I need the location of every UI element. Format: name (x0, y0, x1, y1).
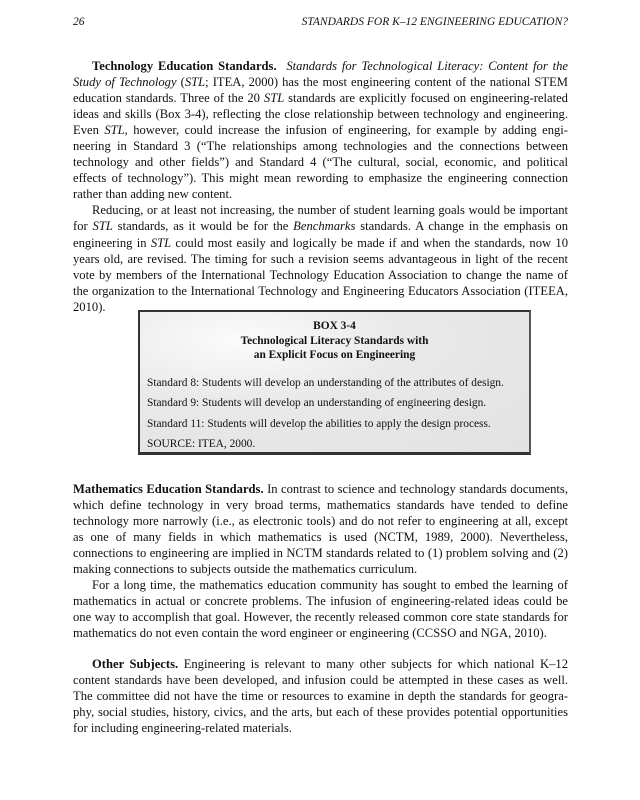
section-technology-standards (73, 58, 568, 315)
running-title: STANDARDS FOR K–12 ENGINEERING EDUCATION? (301, 16, 568, 28)
page-number: 26 (73, 16, 85, 28)
italic-abbrev: STL (92, 219, 113, 234)
italic-abbrev: STL (150, 235, 172, 250)
standard-item: Standard 9: Students will develop an understanding of engineering design. (147, 397, 487, 409)
text: could most easily and logically be made if and when the standards, now 10 years old, are revised. The timing for such a revision seems advantageous in light of the recent vote by members of the International Technology Education Association to change the name of the organization to the International Technology and Engineering Educators Association (ITEEA, 2010). (73, 235, 568, 314)
paragraph (73, 202, 568, 314)
standard-item: Standard 8: Students will develop an understanding of the attributes of design. (147, 376, 504, 389)
section-heading: Other Subjects. (92, 657, 179, 671)
box-title-line: Technological Literacy Standards with (240, 334, 429, 347)
section-math-standards (73, 481, 568, 641)
page-header (73, 16, 568, 32)
box-title (140, 319, 529, 363)
text: ; ITEA, 2000) has the most engineering content of the national STEM education standards. Three of the 20 (73, 75, 568, 106)
italic-abbrev: STL (184, 75, 206, 90)
text: Reducing, or at least not increasing, the number of student learning goals would be important for (73, 203, 568, 234)
text: Engineering is relevant to many other subjects for which national K–12 content standards have been developed, and infusion could be attempted in these cases as well. The committee did not have the time or resources to examine in depth the standards for geography, social studies, history, civics, and the arts, but each of these provides potential opportunities for including engineering-related materials. (73, 657, 568, 736)
text: standards, as it would be for the (112, 219, 294, 234)
text: In contrast to science and technology standards documents, which define technology in very broad terms, mathematics standards have tended to define technology more narrowly (i.e., as electronic tools) and do not refer to engineering at all, except as one of many fields in which mathematics is used (NCTM, 1989, 2000). Nevertheless, connections to engineering are implied in NCTM standards related to (1) problem solving and (2) making connections to subjects outside the mathematics curriculum. (73, 482, 568, 577)
italic-abbrev: STL (263, 91, 285, 106)
text: ( (176, 75, 185, 90)
text: standards. A change in the emphasis on engineering in (73, 219, 568, 250)
box-label: BOX 3-4 (313, 320, 356, 332)
standard-item: Standard 11: Students will develop the abilities to apply the design process. (147, 417, 491, 430)
paragraph (73, 656, 568, 736)
paragraph (73, 481, 568, 577)
italic-title: Standards for Technological Literacy: Content for the Study of Technology (73, 59, 568, 90)
paragraph: For a long time, the mathematics education community has sought to embed the learning of mathematics in actual or concrete problems. The infusion of engineering-related ideas could be one way to accomplish that goal. However, the recently released common core state standards for mathematics do not even contain the word engineer or engineering (CCSSO and NGA, 2010). (73, 578, 568, 641)
italic-abbrev: STL (104, 123, 125, 138)
section-other-subjects (73, 656, 568, 736)
box-3-4 (138, 310, 531, 455)
text: , however, could increase the infusion of engineering, for example by adding engineering in Standard 3 (“The relationships among technologies and the connections between technology and other fields”) and Standard 4 (“The cultural, social, economic, and political effects of technology”). This might mean rewording to emphasize the engineering connection rather than adding new content. (73, 123, 568, 202)
box-source: SOURCE: ITEA, 2000. (147, 438, 256, 450)
paragraph (73, 58, 568, 202)
box-title-line: an Explicit Focus on Engineering (253, 349, 416, 361)
text: standards are explicitly focused on engineering-related ideas and skills (Box 3-4), reflecting the close relationship between technology and engineering. Even (73, 91, 568, 138)
italic-title: Benchmarks (293, 219, 356, 234)
box-standards-list (140, 373, 529, 435)
section-heading: Mathematics Education Standards. (73, 482, 264, 496)
section-heading: Technology Education Standards. (92, 59, 277, 73)
